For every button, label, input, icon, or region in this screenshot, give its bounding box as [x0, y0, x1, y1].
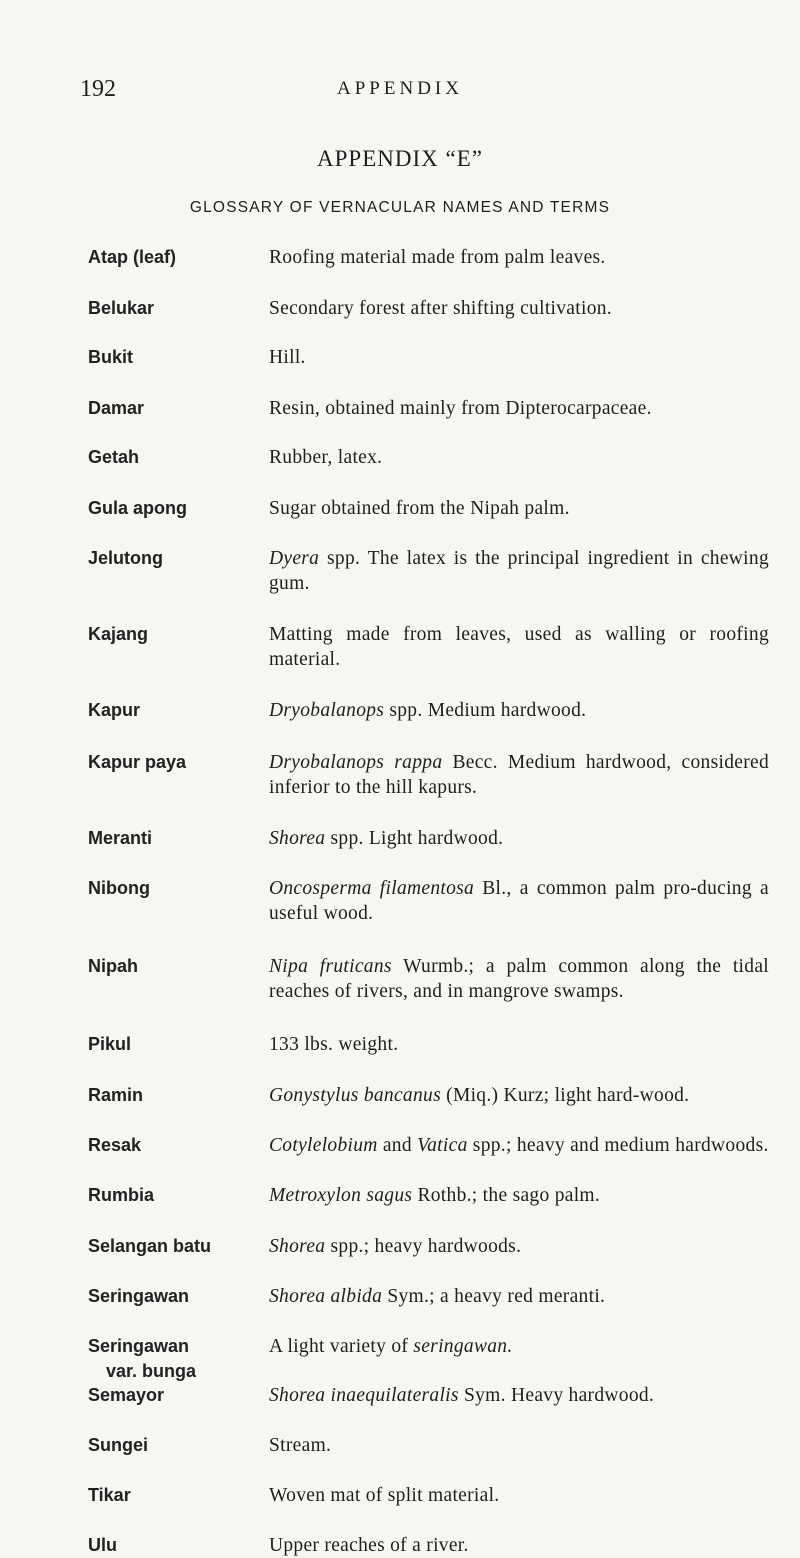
glossary-definition: Oncosperma filamentosa Bl., a common palm pro-ducing a useful wood. — [269, 878, 770, 924]
glossary-definition: Dyera spp. The latex is the principal ingredient in chewing gum. — [269, 548, 769, 594]
glossary-entry — [88, 1533, 778, 1558]
glossary-definition: A light variety of seringawan. — [269, 1336, 513, 1357]
glossary-entry — [88, 245, 778, 270]
glossary-entry — [88, 445, 778, 470]
glossary-entry — [88, 345, 778, 370]
glossary-definition: Stream. — [269, 1435, 332, 1456]
glossary-entry — [88, 1334, 778, 1381]
glossary-entry — [88, 622, 778, 672]
glossary-definition: Sugar obtained from the Nipah palm. — [269, 498, 570, 519]
glossary-term: Nibong — [88, 878, 150, 898]
glossary-term: Pikul — [88, 1034, 132, 1054]
glossary-definition: Shorea inaequilateralis Sym. Heavy hardwood. — [269, 1385, 655, 1406]
glossary-list — [88, 245, 778, 1558]
glossary-term: Resak — [88, 1135, 142, 1155]
glossary-term: Sungei — [88, 1435, 149, 1455]
glossary-term: Kapur paya — [88, 752, 187, 772]
glossary-definition: Woven mat of split material. — [269, 1485, 500, 1506]
glossary-term: Nipah — [88, 956, 139, 976]
glossary-definition: Secondary forest after shifting cultivation. — [269, 298, 612, 319]
glossary-entry — [88, 396, 778, 421]
glossary-term: Kapur — [88, 700, 141, 720]
glossary-definition: Metroxylon sagus Rothb.; the sago palm. — [269, 1185, 601, 1206]
glossary-definition: Upper reaches of a river. — [269, 1535, 469, 1556]
glossary-term-continuation: var. bunga — [106, 1361, 197, 1381]
glossary-term: Kajang — [88, 624, 149, 644]
glossary-entry — [88, 1234, 778, 1259]
glossary-definition: Dryobalanops spp. Medium hardwood. — [269, 700, 587, 721]
glossary-definition: Dryobalanops rappa Becc. Medium hardwood, considered inferior to the hill kapurs. — [269, 752, 769, 798]
glossary-entry — [88, 1383, 778, 1408]
glossary-entry — [88, 296, 778, 321]
glossary-definition: Nipa fruticans Wurmb.; a palm common along the tidal reaches of rivers, and in mangrove swamps. — [269, 956, 769, 1002]
glossary-term: Getah — [88, 447, 140, 467]
glossary-entry — [88, 1133, 778, 1158]
glossary-term: Rumbia — [88, 1185, 155, 1205]
glossary-definition: Cotylelobium and Vatica spp.; heavy and medium hardwoods. — [269, 1135, 769, 1156]
glossary-term: Seringawan var. bunga — [88, 1334, 268, 1384]
running-head: APPENDIX — [337, 78, 463, 99]
glossary-definition: Roofing material made from palm leaves. — [269, 247, 606, 268]
glossary-definition: 133 lbs. weight. — [269, 1034, 399, 1055]
glossary-term: Bukit — [88, 347, 133, 367]
glossary-term: Tikar — [88, 1485, 131, 1505]
glossary-entry — [88, 1284, 778, 1309]
glossary-definition: Matting made from leaves, used as walling or roofing material. — [269, 624, 769, 670]
glossary-definition: Rubber, latex. — [269, 447, 383, 468]
glossary-entry — [88, 1483, 778, 1508]
glossary-term: Ramin — [88, 1085, 144, 1105]
glossary-entry — [88, 546, 778, 596]
glossary-definition: Shorea spp.; heavy hardwoods. — [269, 1236, 522, 1257]
glossary-definition: Resin, obtained mainly from Dipterocarpaceae. — [269, 398, 652, 419]
glossary-term: Belukar — [88, 298, 155, 318]
glossary-entry — [88, 1032, 778, 1057]
glossary-entry — [88, 1433, 778, 1458]
glossary-term: Jelutong — [88, 548, 163, 568]
glossary-subtitle: GLOSSARY OF VERNACULAR NAMES AND TERMS — [189, 199, 611, 216]
glossary-entry — [88, 954, 778, 1004]
glossary-term: Semayor — [88, 1385, 165, 1405]
glossary-term: Selangan batu — [88, 1236, 212, 1256]
glossary-entry — [88, 1083, 778, 1108]
page-header — [80, 76, 720, 116]
glossary-definition: Hill. — [269, 347, 306, 368]
glossary-entry — [88, 876, 778, 926]
glossary-entry — [88, 1183, 778, 1208]
glossary-term: Gula apong — [88, 498, 187, 518]
glossary-entry — [88, 750, 778, 800]
glossary-term: Damar — [88, 398, 145, 418]
glossary-entry — [88, 698, 778, 723]
glossary-term: Atap (leaf) — [88, 247, 177, 267]
glossary-term: Ulu — [88, 1535, 117, 1555]
glossary-definition: Shorea spp. Light hardwood. — [269, 828, 504, 849]
glossary-entry — [88, 826, 778, 851]
glossary-definition: Gonystylus bancanus (Miq.) Kurz; light hard-wood. — [269, 1085, 690, 1106]
appendix-title: APPENDIX “E” — [317, 146, 483, 171]
glossary-term: Meranti — [88, 828, 153, 848]
glossary-term: Seringawan — [88, 1286, 190, 1306]
glossary-entry — [88, 496, 778, 521]
glossary-definition: Shorea albida Sym.; a heavy red meranti. — [269, 1286, 606, 1307]
page-number: 192 — [80, 76, 116, 102]
